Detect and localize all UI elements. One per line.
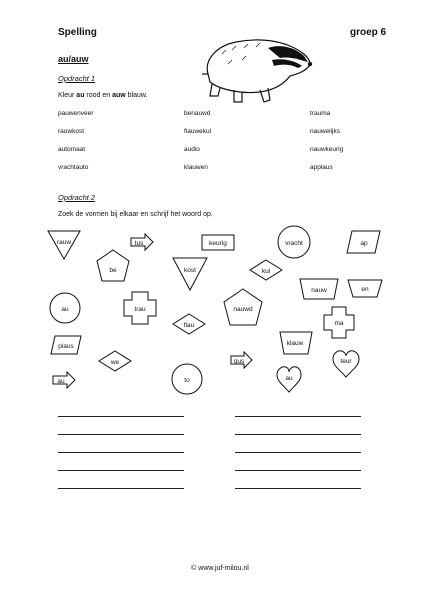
answer-line[interactable]: [58, 470, 184, 471]
opdracht2-instruction: Zoek de vormen bij elkaar en schrijf het woord op.: [58, 211, 213, 218]
shape-we-diamond[interactable]: [99, 351, 131, 371]
shape-tus-arrow[interactable]: [131, 234, 153, 250]
shape-label: kul: [261, 268, 271, 275]
shape-label: vracht: [285, 240, 303, 247]
shape-label: ma: [334, 320, 344, 327]
instruction-au: au: [76, 92, 85, 99]
answer-line[interactable]: [58, 434, 184, 435]
shape-label: en: [361, 286, 369, 293]
shape-au-arrow[interactable]: [53, 372, 75, 388]
shape-keurig-rectangle[interactable]: [202, 235, 234, 250]
shape-be-pentagon[interactable]: [97, 250, 129, 281]
opdracht2-heading: Opdracht 2: [58, 193, 96, 202]
shape-ma-cross[interactable]: [324, 307, 354, 338]
instruction-pre: Kleur: [58, 92, 77, 99]
word-item[interactable]: automaat: [58, 146, 86, 153]
shape-label: klauw: [286, 340, 304, 347]
shape-to-circle[interactable]: [172, 364, 202, 394]
instruction-auw: auw: [112, 92, 126, 99]
shape-teur-heart[interactable]: [333, 351, 359, 377]
answer-line[interactable]: [235, 416, 361, 417]
footer-credit: © www.juf-milou.nl: [191, 565, 249, 572]
word-item[interactable]: nauwelijks: [310, 128, 340, 135]
word-item[interactable]: benauwd: [184, 110, 211, 117]
shape-label: tus: [134, 240, 144, 247]
shape-vracht-circle[interactable]: [278, 226, 310, 258]
instruction-mid: rood en: [84, 92, 113, 99]
group-label: groep 6: [350, 27, 387, 38]
shape-label: plaus: [58, 343, 74, 350]
word-item[interactable]: rauwkost: [58, 128, 85, 135]
instruction-post: blauw.: [125, 92, 148, 99]
shape-label: teur: [340, 358, 352, 365]
shape-flau-diamond[interactable]: [173, 314, 205, 334]
shape-label: rauw: [56, 239, 72, 246]
shape-au-circle[interactable]: [50, 293, 80, 323]
shape-label: nauw: [311, 287, 327, 294]
shape-label: be: [109, 267, 117, 274]
word-item[interactable]: nauwkeurig: [310, 146, 344, 153]
subtitle: au/auw: [58, 54, 89, 64]
word-item[interactable]: klauwen: [184, 164, 208, 171]
shape-label: kost: [184, 267, 196, 274]
shape-klauw-trapezoid[interactable]: [280, 332, 312, 354]
shape-label: au: [285, 375, 293, 382]
shape-label: au: [57, 378, 65, 385]
shape-label: ap: [360, 240, 368, 247]
shape-label: we: [110, 359, 120, 366]
answer-line[interactable]: [58, 416, 184, 417]
opdracht1-heading: Opdracht 1: [58, 74, 96, 83]
word-item[interactable]: flauwekul: [184, 128, 212, 135]
shape-plaus-parallelogram[interactable]: [51, 336, 81, 354]
word-item[interactable]: vrachtauto: [58, 164, 89, 171]
shape-nauwd-pentagon[interactable]: [224, 289, 262, 325]
shape-nauw-trapezoid[interactable]: [300, 279, 338, 299]
shape-label: trau: [134, 306, 146, 313]
answer-line[interactable]: [235, 470, 361, 471]
page-title: Spelling: [58, 27, 97, 38]
shape-kost-triangle[interactable]: [173, 258, 207, 290]
shape-rauw-triangle[interactable]: [48, 231, 80, 259]
word-item[interactable]: pauwenveer: [58, 110, 94, 117]
word-item[interactable]: trauma: [310, 110, 331, 117]
answer-line[interactable]: [58, 452, 184, 453]
shape-label: flau: [183, 322, 195, 329]
shape-label: au: [61, 306, 69, 313]
shape-label: nauwd: [233, 306, 253, 313]
answer-line[interactable]: [235, 488, 361, 489]
shape-label: gus: [233, 358, 245, 365]
shape-ap-parallelogram[interactable]: [347, 231, 380, 253]
answer-line[interactable]: [58, 488, 184, 489]
answer-line[interactable]: [235, 434, 361, 435]
shape-au-heart[interactable]: [277, 367, 301, 392]
answer-line[interactable]: [235, 452, 361, 453]
shape-label: keurig: [209, 240, 227, 247]
shape-label: to: [184, 377, 190, 384]
word-item[interactable]: applaus: [310, 164, 333, 171]
shape-gus-arrow[interactable]: [231, 352, 252, 368]
shape-en-trapezoid[interactable]: [348, 280, 382, 297]
shape-trau-cross[interactable]: [124, 292, 156, 324]
word-item[interactable]: audio: [184, 146, 200, 153]
shape-kul-diamond[interactable]: [250, 260, 282, 280]
